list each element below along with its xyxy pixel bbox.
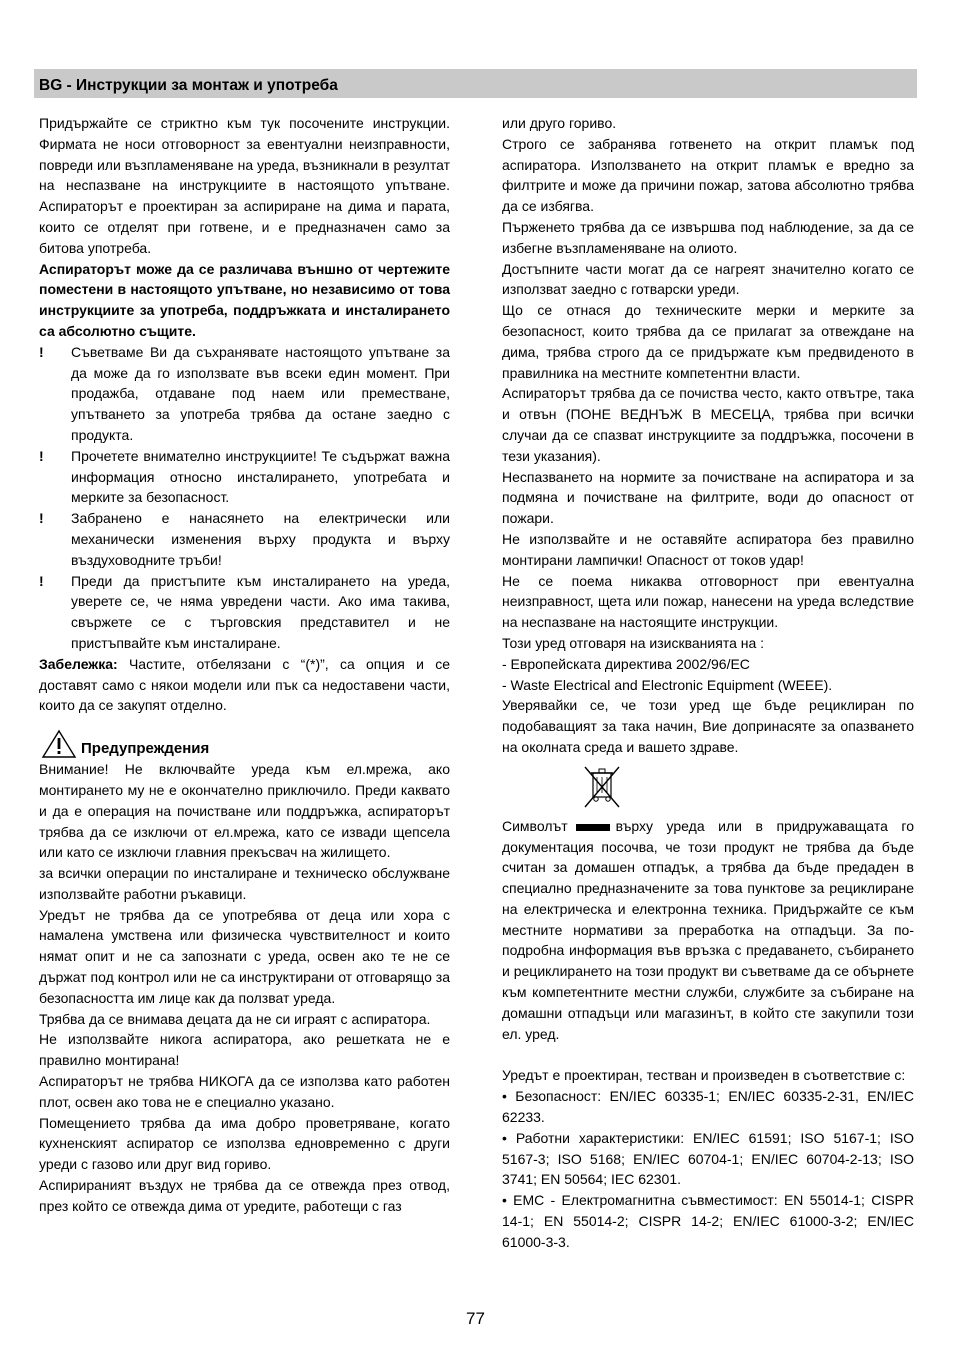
exclamation-mark: ! xyxy=(39,447,44,464)
bullet-text: Прочетете внимателно инструкциите! Те съдържат важна информация относно инсталирането, употребата и мерките за безопасност. xyxy=(71,447,450,506)
exclamation-mark: ! xyxy=(39,572,44,589)
section-header xyxy=(34,69,917,98)
paragraph: Не се поема никаква отговорност при евентуална неизправност, щета или пожар, нанесени на уреда вследствие на неспазване на настоящите инструкции. xyxy=(502,572,914,631)
bullet-item xyxy=(39,508,450,570)
bullet-item xyxy=(39,571,450,654)
paragraph: Достъпните части могат да се нагреят значително когато се използват заедно с готварски уреди. xyxy=(502,260,914,298)
paragraph: Уверявайки се, че този уред ще бъде рециклиран по подобаващият за така начин, Вие допринасяте за опазването на околната среда и вашето здраве. xyxy=(502,697,914,755)
warning-paragraph: Уредът не трябва да се употребява от деца или хора с намалена умствена или физическа чувствителност и които нямат опит и не са запознати с уреда, освен ако те не се държат под контрол или не са инструктирани от отговарящо за безопасността им лице как да ползват уреда. xyxy=(39,906,450,1006)
paragraph: Не използвайте и не оставяйте аспиратора без правилно монтирани лампички! Опасност от токов удар! xyxy=(502,530,914,568)
compliance-item: • Безопасност: EN/IEC 60335-1; EN/IEC 60335-2-31, EN/IEC 62233. xyxy=(502,1088,914,1126)
paragraph: Що се отнася до техническите мерки и мерките за безопасност, които трябва да се прилагат за отвеждане на дима, трябва строго да се придържате към предвиденото в правилника на местните компетентни власти. xyxy=(502,302,914,381)
warning-paragraph: Аспирираният въздух не трябва да се отвежда през отвод, през който се отвежда дима от уредите, работещи с газ xyxy=(39,1177,450,1214)
note-paragraph xyxy=(39,654,450,716)
warning-paragraph: Помещението трябва да има добро проветряване, когато кухненският аспиратор се използва едновременно с други уреди с газово или друг вид гориво. xyxy=(39,1114,450,1173)
bullet-text: Забранено е нанасянето на електрически или механически изменения върху продукта и върху въздуховодните тръби! xyxy=(71,510,450,568)
paragraph: Строго се забранява готвенето на открит пламък под аспиратора. Използването на открит пламък е вредно за филтрите и може да причини пожар, затова абсолютно трябва да се избягва. xyxy=(502,135,914,215)
compliance-item: • Работни характеристики: EN/IEC 61591; ISO 5167-1; ISO 5167-3; ISO 5168; EN/IEC 60704-1; EN/IEC 60704-2-13; ISO 3741; EN 50564; IEC 62301. xyxy=(502,1129,914,1188)
weee-icon xyxy=(582,764,914,810)
compliance-intro: Уредът е проектиран, тестван и произведен в съответствие с: xyxy=(502,1067,906,1084)
page-number: 77 xyxy=(466,1309,485,1328)
note-label: Забележка: xyxy=(39,655,118,672)
symbol-text: върху уреда или в придружаващата го документация посочва, че този продукт не трябва да бъде считан за домашен отпадък, а трябва да бъде предаден в специално предназначените за това пунктове за рециклиране на електрическа и електронна техника. Придържайте се към местните нормативи за преработка на отпадъци. За по-подробна информация във връзка с предаването, събирането и рециклирането на този продукт ви съветваме да се обърнете към компетентните местни служби, службите за събиране на домашни отпадъци или магазинът, в който сте закупили този ел. уред. xyxy=(502,817,914,1042)
paragraph: - Waste Electrical and Electronic Equipment (WEEE). xyxy=(502,676,833,693)
left-column xyxy=(39,113,450,1217)
warnings-heading xyxy=(39,729,450,759)
compliance-item: • EMC - Електромагнитна съвместимост: EN 55014-1; CISPR 14-1; EN 55014-2; CISPR 14-2; EN/IEC 61000-3-2; EN/IEC 61000-3-3. xyxy=(502,1192,914,1250)
bullet-item xyxy=(39,446,450,508)
paragraph: Този уред отговаря на изискванията на : xyxy=(502,634,765,651)
black-bar-symbol xyxy=(576,824,610,831)
warning-paragraph: Аспираторът не трябва НИКОГА да се използва като работен плот, освен ако това не е специално указано. xyxy=(39,1073,450,1110)
warning-paragraph: Внимание! Не включвайте уреда към ел.мрежа, ако монтирането му не е окончателно приключило. Преди каквато и да е операция на почистване или поддръжка, аспираторът трябва да се изключи от ел.мрежа, като се извади щепсела или като се изключи главния прекъсвач на жилището. xyxy=(39,761,450,861)
paragraph: - Европейската директива 2002/96/ЕС xyxy=(502,655,750,672)
exclamation-mark: ! xyxy=(39,510,44,527)
paragraph: Неспазването на нормите за почистване на аспиратора и за подмяна и почистване на филтрите, води до опасност от пожари. xyxy=(502,468,914,527)
intro-paragraph: Придържайте се стриктно към тук посочените инструкции. Фирмата не носи отговорност за евентуални неизправности, повреди или възпламеняване на уреда, възникнали в резултат на неспазване на инструкциите в настоящото упътване. Аспираторът е проектиран за аспириране на дима и парата, които се отделят при готвене, и е предназначен само за битова употреба. xyxy=(39,115,450,256)
paragraph: Пърженето трябва да се извършва под наблюдение, за да се избегне възпламеняване на олиото. xyxy=(502,218,914,256)
warning-triangle-icon xyxy=(41,729,77,759)
bold-note-paragraph: Аспираторът може да се различава външно от чертежите поместени в настоящото упътване, но независимо от това инструкциите за употреба, поддръжката и инсталирането са абсолютно същите. xyxy=(39,260,450,339)
warnings-title: Предупреждения xyxy=(81,740,210,758)
exclamation-mark: ! xyxy=(39,343,44,360)
right-column xyxy=(502,113,914,1253)
symbol-prefix: Символът xyxy=(502,817,568,834)
warning-paragraph: Трябва да се внимава децата да не си играят с аспиратора. xyxy=(39,1010,431,1027)
warning-paragraph: за всички операции по инсталиране и техническо обслужване използвайте работни ръкавици. xyxy=(39,865,450,902)
warning-paragraph: Не използвайте никога аспиратора, ако решетката не е правилно монтирана! xyxy=(39,1031,450,1069)
paragraph: Аспираторът трябва да се почиства често, както отвътре, така и отвън (ПОНЕ ВЕДНЪЖ В МЕСЕЦА, трябва при всички случаи да се спазват инструкциите за поддръжка, посочени в тези указания). xyxy=(502,385,914,464)
symbol-paragraph xyxy=(502,816,914,1045)
bullet-item xyxy=(39,342,450,446)
bullet-text: Съветваме Ви да съхранявате настоящото упътване за да може да го използвате във всеки един момент. При продажба, отдаване под наем или преместване, упътването за употреба трябва да остане заедно с продукта. xyxy=(71,343,450,443)
paragraph: или друго гориво. xyxy=(502,115,617,131)
bullet-text: Преди да пристъпите към инсталирането на уреда, уверете се, че няма увредени части. Ако има такива, свържете се с търговския представител и не пристъпвайте към инсталиране. xyxy=(71,572,450,651)
note-text: Частите, отбелязани с “(*)”, са опция и се доставят само с някои модели или пък са недоставени части, които да се закупят отделно. xyxy=(39,655,450,714)
section-title: BG - Инструкции за монтаж и употреба xyxy=(39,77,338,94)
